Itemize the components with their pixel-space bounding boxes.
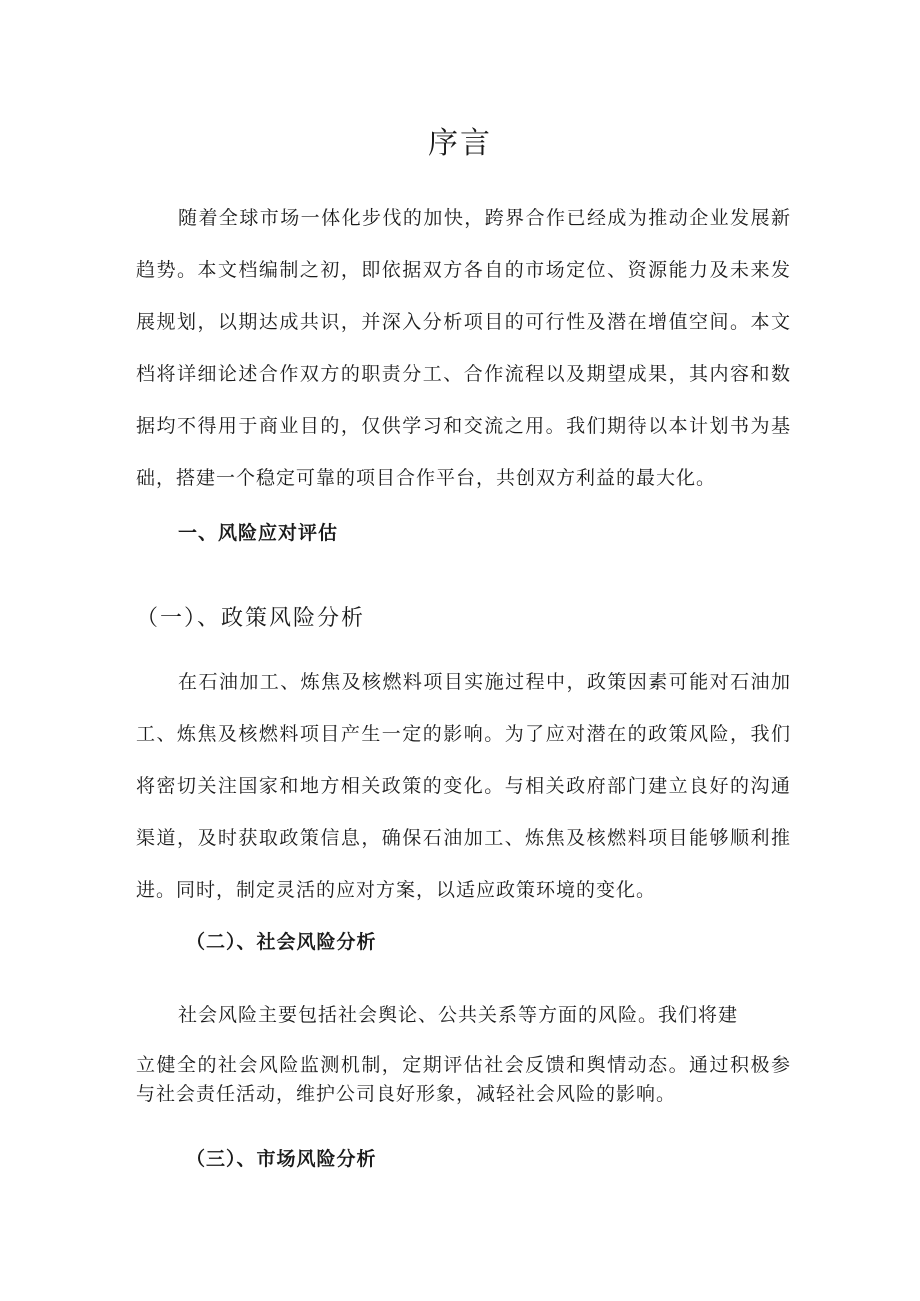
intro-paragraph: 随着全球市场一体化步伐的加快，跨界合作已经成为推动企业发展新趋势。本文档编制之初，即依据双方各自的市场定位、资源能力及未来发展规划，以期达成共识，并深入分析项目的可行性及潜在增值空间。本文档将详细论述合作双方的职责分工、合作流程以及期望成果，其内容和数据均不得用于商业目的，仅供学习和交流之用。我们期待以本计划书为基础，搭建一个稳定可靠的项目合作平台，共创双方利益的最大化。 (136, 207, 791, 489)
subsection-heading-policy-risk: （一）、政策风险分析 (136, 606, 366, 631)
subsection-heading-social-risk: （二）、社会风险分析 (186, 931, 377, 953)
policy-risk-paragraph: 在石油加工、炼焦及核燃料项目实施过程中，政策因素可能对石油加工、炼焦及核燃料项目产生一定的影响。为了应对潜在的政策风险，我们将密切关注国家和地方相关政策的变化。与相关政府部门建立良好的沟通渠道，及时获取政策信息，确保石油加工、炼焦及核燃料项目能够顺利推进。同时，制定灵活的应对方案，以适应政策环境的变化。 (136, 671, 791, 901)
social-risk-paragraph-first-line: 社会风险主要包括社会舆论、公共关系等方面的风险。我们将建 (178, 1004, 739, 1026)
social-risk-paragraph-rest: 立健全的社会风险监测机制，定期评估社会反馈和舆情动态。通过积极参与社会责任活动，维护公司良好形象，减轻社会风险的影响。 (136, 1054, 791, 1105)
document-title: 序言 (428, 126, 492, 161)
section-heading-risk-assessment: 一、风险应对评估 (178, 522, 339, 544)
subsection-heading-market-risk: （三）、市场风险分析 (186, 1148, 377, 1170)
